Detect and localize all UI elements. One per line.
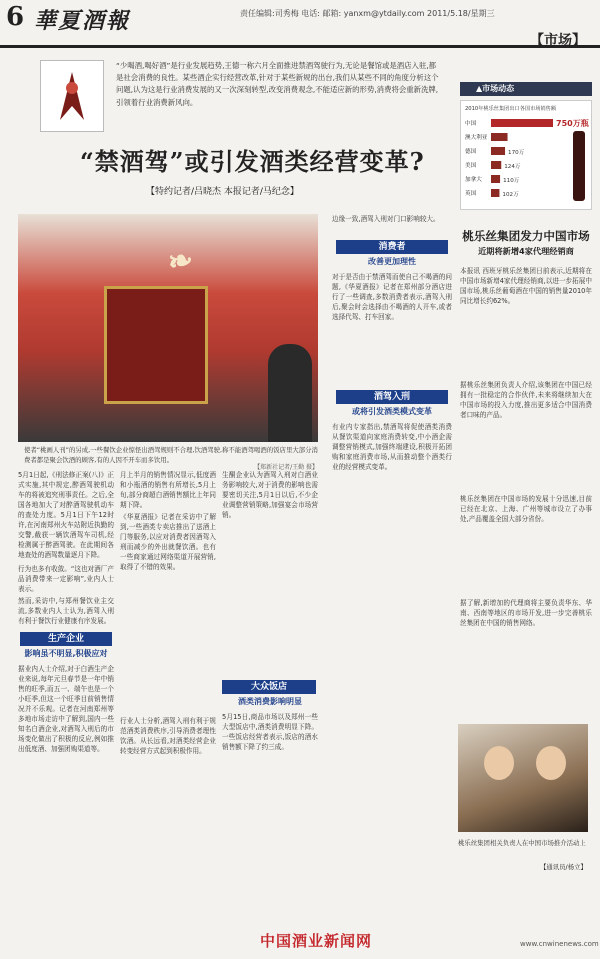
col1-p4: 据业内人士介绍,对于白酒生产企业来说,每年元旦春节是一年中销售的旺季,而五一、端午也是一个小旺季,但这一个旺季目前销售情况并不乐观。记者在河南郑州等多地市场走访中了解到,国内一些知名白酒企业,对酒驾入刑后的市场变化做出了积极的反应,例如推出低度酒、加强团购渠道等。 [18,665,114,753]
restaurant-photo [18,214,318,442]
col1-p1: 5月1日起,《刑法修正案(八)》正式实施,其中规定,醉酒驾驶机动车的将被追究刑事责任。之后,全国各地加大了对醉酒驾驶机动车的查处力度。5月1日下午12时许,在河南郑州火车站附近执勤的交警,截获一辆饮酒驾车司机,经检测属于醉酒驾驶。在此期间各地查处的酒驾数量逐月下降。 [18,471,114,559]
col2-p3: 月上半月的销售情况显示,低度酒和小瓶酒的销售有所增长,5月上旬,部分商超白酒销售额比上年同期下降。 [120,471,216,509]
photo-credit: 【郑新社记者/王勤 摄】 [254,464,318,471]
page-number: 6 [6,2,25,32]
chart-category: 澳大利亚 [465,135,488,141]
right-headline: 桃乐丝集团发力中国市场 [462,229,590,243]
col4-p1: 边缘一致,酒驾入刑对门口影响较大。 [332,215,440,223]
portrait-photo [458,724,588,832]
col4-p2: 对于是否由于禁酒驾而使自己不喝酒的问题,《华夏酒报》记者在郑州部分酒店进行了一些调查,多数消费者表示,酒驾入刑后,聚会时会选择由不喝酒的人开车,或者选择代驾、打车回家。 [332,273,452,321]
portrait-caption: 桃乐丝集团相关负责人在中国市场推介活动上 [458,839,586,847]
chart-bar [491,119,553,127]
door-shape [104,286,208,404]
person-shape [268,344,312,442]
market-news-header: ▲市场动态 [460,82,592,96]
photo-caption: 使者“桃画人刊”的另成,一些餐饮企业惊怪出酒驾规则不合理,饮酒驾驶,称不能酒驾喝酒的饭店里大部分消费者都是聚会饮酒的顾客,有的人因不开车而多饮用。 [24,446,318,464]
header-info: 责任编辑:司秀梅 电话: 邮箱: yanxm@ytdaily.com 2011/5.18/星期三 [240,9,495,18]
sub-restaurants-b: 酒类消费影响明显 [238,697,302,706]
right-p2: 据桃乐丝集团负责人介绍,该集团在中国已经拥有一批稳定的合作伙伴,未来将继续加大在中国市场的投入力度,推出更多适合中国消费者口味的产品。 [460,381,592,419]
sub-consumers: 消费者 [336,240,448,254]
col1-p2: 行为也多有收敛。“这也对酒厂产品消费带来一定影响”,业内人士表示。 [18,565,114,593]
chart-category: 中国 [465,121,477,127]
sub-producers: 生产企业 [20,632,112,646]
ink-logo-icon [40,60,104,132]
chart-value-label: 102万 [502,192,519,198]
right-subheadline: 近期将新增4家代理经销商 [478,246,574,256]
col2-p5: 行业人士分析,酒驾入刑有利于规范酒类消费秩序,引导消费者理性饮酒。从长远看,对酒类经营企业转变经营方式起到积极作用。 [120,717,216,755]
section-label: 【市场】 [530,33,586,49]
right-p4: 据了解,新增加的代理商将主要负责华东、华南、西南等地区的市场开发,进一步完善桃乐丝集团在中国的销售网络。 [460,599,592,627]
col2-p1: 生酮企业认为酒驾入刑对白酒业务影响较大,对于消费的影响也需要密切关注,5月1日以后,不少企业调整营销策略,加强宴会市场营销。 [222,471,318,519]
col1-p3: 然而,采访中,与郑州餐饮业主交流,多数业内人士认为,酒驾入刑有利于餐饮行业健康有序发展。 [18,597,114,625]
chart-category: 加拿大 [465,177,482,183]
chart-bar [491,147,505,155]
face-left [484,746,514,780]
chart-value-label: 170万 [508,150,525,156]
col2-p4: 《华夏酒报》记者在采访中了解到,一些酒类专卖店推出了送酒上门等服务,以应对消费者因酒驾入刑而减少的外出就餐饮酒。也有一些商家通过网络渠道开展营销,取得了不错的效果。 [120,513,216,571]
intro-text: “少喝酒,喝好酒”是行业发展趋势,王德一称六月全面推进禁酒驾驶行为,无论是餐馆或是酒店入驻,都是社会消费的良性。某些酒企实行经营改革,针对于某些新规的出台,我们从某些不同的角度分析这个问题,认为这是行业消费发展的又一次深刻转型,改变消费观念,不能适应新的形势,消费将会重新洗牌,引领着行业消费新风向。 [116,61,439,107]
headline: “禁酒驾”或引发酒类经营变革? [80,147,425,176]
sub-restaurants: 大众饭店 [222,680,316,694]
wine-bottle-icon [573,131,585,201]
chart-bar [491,175,500,183]
watermark-url: www.cnwinenews.com [520,940,599,948]
chart-bar [491,161,501,169]
face-right [536,746,566,780]
watermark: 中国酒业新闻网 [260,932,373,950]
chart-svg [461,101,591,209]
col3-p2: 5月15日,商品市场以及郑州一些大型饭店中,酒类消费明显下降。一些饭店经营者表示,饭店的酒水销售额下降了约三成。 [222,713,318,751]
chart-category: 英国 [465,191,477,197]
masthead: 華夏酒報 [34,8,131,34]
col4-p3: 有业内专家指出,禁酒驾将促使酒类消费从餐饮渠道向家庭消费转变,中小酒企需调整营销模式,加强终端建设,积极开拓团购和家庭消费市场,从而推动整个酒类行业的经营模式变革。 [332,423,452,471]
sub-producers-b: 影响虽不明显,积极应对 [24,649,108,658]
chart-value-label: 750万瓶 [556,119,589,128]
right-p1: 本报讯 西班牙桃乐丝集团日前表示,近期将在中国市场新增4家代理经销商,以进一步拓展中国市场,桃乐丝葡萄酒在中国的销售量2010年同比增长约62%。 [460,267,592,305]
sub-dui-b: 或将引发酒类模式变革 [352,407,432,416]
bar-chart [460,100,592,210]
chart-category: 美国 [465,163,477,169]
sign-shape: ❧ [164,241,197,282]
chart-bar [491,189,499,197]
chart-title: 2010年桃乐丝集团出口各国市场销售额 [465,106,557,112]
sub-dui: 酒驾入刑 [336,390,448,404]
chart-category: 德国 [465,149,477,155]
chart-value-label: 110万 [503,178,520,184]
sub-consumers-b: 改善更加理性 [368,257,416,266]
chart-bar [491,133,508,141]
right-p3: 桃乐丝集团在中国市场的发展十分迅速,目前已经在北京、上海、广州等城市设立了办事处,产品覆盖全国大部分省份。 [460,495,592,523]
byline: 【特约记者/吕晓杰 本报记者/马纪念】 [146,187,299,197]
chart-value-label: 124万 [504,164,521,170]
portrait-credit: 【通讯员/杨立】 [540,863,587,871]
